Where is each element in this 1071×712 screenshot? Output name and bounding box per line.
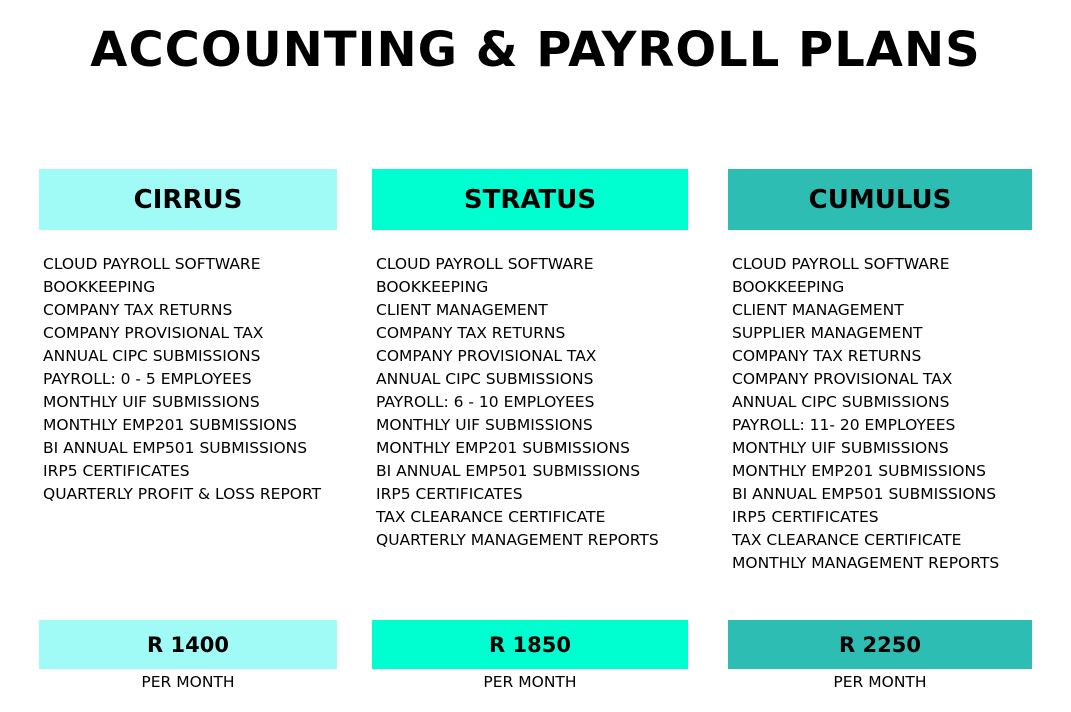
feature-item: BOOKKEEPING: [376, 278, 489, 296]
feature-item: COMPANY TAX RETURNS: [43, 301, 233, 319]
feature-item: IRP5 CERTIFICATES: [43, 462, 190, 480]
plan-price: R 1850: [489, 632, 571, 657]
feature-item: CLIENT MANAGEMENT: [732, 301, 904, 319]
price-period: PER MONTH: [483, 673, 577, 691]
feature-item: SUPPLIER MANAGEMENT: [732, 324, 923, 342]
price-period: PER MONTH: [833, 673, 927, 691]
feature-item: MONTHLY EMP201 SUBMISSIONS: [376, 439, 630, 457]
feature-list-cumulus: [732, 253, 999, 575]
plan-cumulus: [728, 169, 1032, 691]
plan-name: CIRRUS: [133, 184, 243, 215]
feature-item: COMPANY PROVISIONAL TAX: [376, 347, 597, 365]
feature-item: MONTHLY UIF SUBMISSIONS: [732, 439, 949, 457]
plan-price: R 1400: [147, 632, 229, 657]
feature-item: CLOUD PAYROLL SOFTWARE: [43, 255, 261, 273]
plan-header-cirrus: [39, 169, 337, 230]
price-period: PER MONTH: [141, 673, 235, 691]
plan-price: R 2250: [839, 632, 921, 657]
feature-item: PAYROLL: 6 - 10 EMPLOYEES: [376, 393, 595, 411]
plan-header-stratus: [372, 169, 688, 230]
feature-item: QUARTERLY PROFIT & LOSS REPORT: [43, 485, 322, 503]
feature-item: COMPANY PROVISIONAL TAX: [43, 324, 264, 342]
price-box-stratus: [372, 620, 688, 669]
feature-item: ANNUAL CIPC SUBMISSIONS: [43, 347, 261, 365]
feature-item: PAYROLL: 11- 20 EMPLOYEES: [732, 416, 956, 434]
price-box-cirrus: [39, 620, 337, 669]
feature-item: ANNUAL CIPC SUBMISSIONS: [732, 393, 950, 411]
feature-item: MONTHLY UIF SUBMISSIONS: [43, 393, 260, 411]
feature-item: BOOKKEEPING: [732, 278, 845, 296]
feature-item: CLOUD PAYROLL SOFTWARE: [376, 255, 594, 273]
plan-cirrus: [39, 169, 337, 691]
feature-item: MONTHLY EMP201 SUBMISSIONS: [43, 416, 297, 434]
feature-item: BI ANNUAL EMP501 SUBMISSIONS: [376, 462, 641, 480]
feature-item: QUARTERLY MANAGEMENT REPORTS: [376, 531, 659, 549]
plan-stratus: [372, 169, 688, 691]
feature-item: BI ANNUAL EMP501 SUBMISSIONS: [732, 485, 997, 503]
feature-item: PAYROLL: 0 - 5 EMPLOYEES: [43, 370, 252, 388]
feature-item: CLIENT MANAGEMENT: [376, 301, 548, 319]
feature-item: IRP5 CERTIFICATES: [376, 485, 523, 503]
page-title: ACCOUNTING & PAYROLL PLANS: [90, 22, 981, 78]
feature-list-stratus: [376, 253, 659, 552]
feature-item: COMPANY TAX RETURNS: [376, 324, 566, 342]
feature-item: IRP5 CERTIFICATES: [732, 508, 879, 526]
feature-item: BOOKKEEPING: [43, 278, 156, 296]
feature-item: MONTHLY UIF SUBMISSIONS: [376, 416, 593, 434]
price-box-cumulus: [728, 620, 1032, 669]
plan-header-cumulus: [728, 169, 1032, 230]
feature-item: ANNUAL CIPC SUBMISSIONS: [376, 370, 594, 388]
feature-item: CLOUD PAYROLL SOFTWARE: [732, 255, 950, 273]
feature-item: MONTHLY EMP201 SUBMISSIONS: [732, 462, 986, 480]
feature-item: BI ANNUAL EMP501 SUBMISSIONS: [43, 439, 308, 457]
plan-name: STRATUS: [463, 184, 597, 215]
plan-name: CUMULUS: [808, 184, 952, 215]
feature-item: TAX CLEARANCE CERTIFICATE: [376, 508, 606, 526]
feature-item: COMPANY TAX RETURNS: [732, 347, 922, 365]
feature-item: COMPANY PROVISIONAL TAX: [732, 370, 953, 388]
feature-list-cirrus: [43, 253, 321, 506]
feature-item: MONTHLY MANAGEMENT REPORTS: [732, 554, 1000, 572]
feature-item: TAX CLEARANCE CERTIFICATE: [732, 531, 962, 549]
